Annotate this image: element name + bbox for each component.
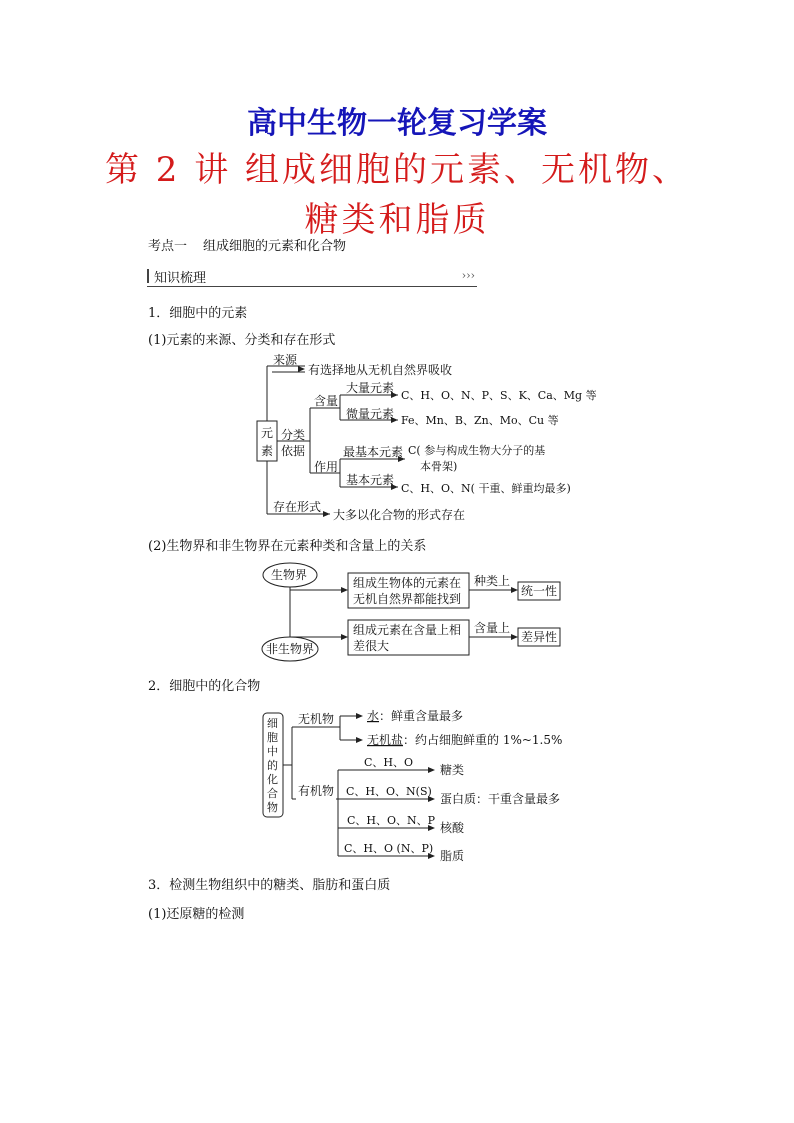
class-label-1: 分类 bbox=[281, 428, 306, 442]
trace-label: 微量元素 bbox=[346, 407, 395, 421]
exam-point-label: 考点一 bbox=[148, 239, 188, 254]
box2-line2: 差很大 bbox=[353, 639, 390, 653]
basic-label: 基本元素 bbox=[346, 473, 395, 487]
trace-text: Fe、Mn、B、Zn、Mo、Cu 等 bbox=[401, 414, 559, 427]
compound-3: 核酸 bbox=[440, 821, 465, 835]
inorganic-label: 无机物 bbox=[298, 712, 335, 726]
most-basic-text-1: C( 参与构成生物大分子的基 bbox=[408, 444, 546, 457]
compound-2: 蛋白质：干重含量最多 bbox=[440, 792, 561, 806]
chevron-right-icon: ››› bbox=[461, 269, 475, 282]
subheading-relationship: (2)生物界和非生物界在元素种类和含量上的关系 bbox=[148, 539, 427, 554]
major-text: C、H、O、N、P、S、K、Ca、Mg 等 bbox=[401, 389, 597, 402]
root-char-4: 的 bbox=[267, 759, 278, 772]
salt-text: ：约占细胞鲜重的 1%~1.5% bbox=[403, 733, 563, 747]
root-char-7: 物 bbox=[267, 801, 278, 814]
class-label-2: 依据 bbox=[281, 444, 306, 458]
most-basic-text-2: 本骨架) bbox=[420, 460, 458, 473]
content-label: 含量 bbox=[314, 394, 339, 408]
root-char-2: 胞 bbox=[267, 731, 278, 744]
exam-point-title: 组成细胞的元素和化合物 bbox=[203, 239, 347, 254]
water-label: 水 bbox=[367, 709, 380, 723]
subheading-reducing-sugar: (1)还原糖的检测 bbox=[148, 907, 245, 922]
nonliving-label: 非生物界 bbox=[266, 642, 315, 656]
unity-label: 统一性 bbox=[521, 584, 558, 598]
source-label: 来源 bbox=[273, 353, 298, 367]
box2-line1: 组成元素在含量上相 bbox=[353, 623, 462, 637]
root-char-1: 细 bbox=[267, 717, 278, 730]
root-char-3: 中 bbox=[267, 745, 278, 758]
heading-elements: 1．细胞中的元素 bbox=[148, 306, 248, 321]
living-label: 生物界 bbox=[271, 568, 308, 582]
source-text: 有选择地从无机自然界吸收 bbox=[308, 363, 453, 377]
most-basic-label: 最基本元素 bbox=[343, 445, 404, 459]
diff-label: 差异性 bbox=[521, 630, 558, 644]
amount-label: 含量上 bbox=[474, 621, 511, 635]
water-text: ：鲜重含量最多 bbox=[379, 709, 464, 723]
basic-text: C、H、O、N( 干重、鲜重均最多) bbox=[401, 482, 571, 495]
section-label: 知识梳理 bbox=[154, 271, 207, 286]
major-label: 大量元素 bbox=[346, 381, 395, 395]
element-set-2: C、H、O、N(S) bbox=[346, 785, 432, 798]
element-set-1: C、H、O bbox=[364, 756, 414, 769]
box1-line2: 无机自然界都能找到 bbox=[353, 592, 462, 606]
organic-label: 有机物 bbox=[298, 784, 335, 798]
lecture-title-line1: 第 2 讲 组成细胞的元素、无机物、 bbox=[104, 150, 690, 190]
root-char-6: 合 bbox=[267, 787, 278, 800]
lecture-title-line2: 糖类和脂质 bbox=[304, 200, 490, 240]
compound-1: 糖类 bbox=[440, 763, 465, 777]
compound-4: 脂质 bbox=[440, 849, 465, 863]
subheading-source-class: (1)元素的来源、分类和存在形式 bbox=[148, 333, 336, 348]
form-text: 大多以化合物的形式存在 bbox=[333, 508, 466, 522]
box1-line1: 组成生物体的元素在 bbox=[353, 576, 462, 590]
element-set-4: C、H、O (N、P) bbox=[344, 842, 434, 855]
role-label: 作用 bbox=[314, 460, 339, 474]
root-char-5: 化 bbox=[267, 773, 278, 786]
heading-detection: 3．检测生物组织中的糖类、脂肪和蛋白质 bbox=[148, 878, 391, 893]
page-title: 高中生物一轮复习学案 bbox=[247, 106, 547, 141]
heading-compounds: 2．细胞中的化合物 bbox=[148, 679, 261, 694]
element-set-3: C、H、O、N、P bbox=[347, 814, 436, 827]
root-char-2: 素 bbox=[261, 444, 274, 458]
kind-label: 种类上 bbox=[474, 574, 511, 588]
salt-label: 无机盐 bbox=[367, 733, 404, 747]
form-label: 存在形式 bbox=[273, 500, 322, 514]
root-char-1: 元 bbox=[261, 426, 274, 440]
